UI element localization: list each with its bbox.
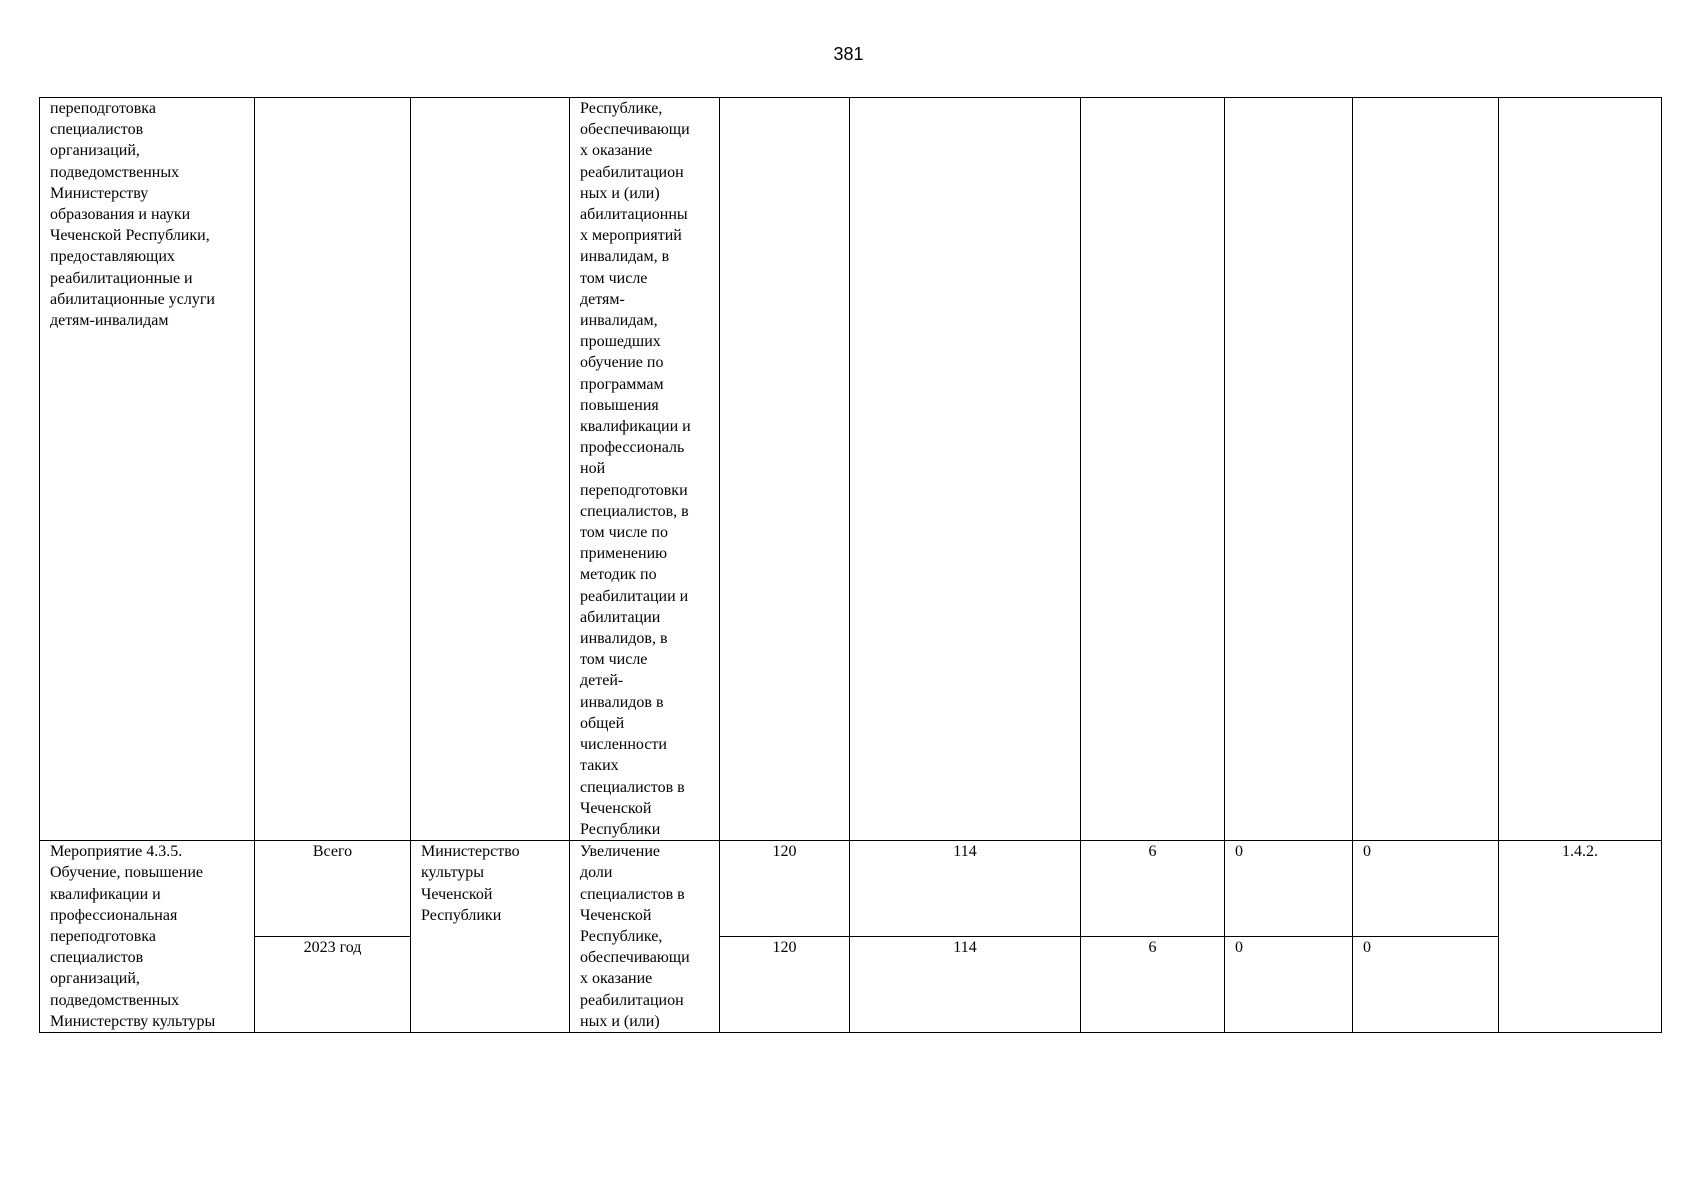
local-budget-cell: 0 bbox=[1225, 937, 1353, 1033]
indicator-cell: Увеличение доли специалистов в Чеченской Республике, обеспечивающи х оказание реабилитацион ных и (или) bbox=[570, 841, 720, 1033]
other-sources-cell bbox=[1353, 98, 1499, 841]
page-number: 381 bbox=[833, 44, 864, 64]
target-link-cell bbox=[1499, 98, 1662, 841]
table-row-continued bbox=[40, 98, 1662, 841]
executor-cell bbox=[411, 98, 570, 841]
measure-name-cell: переподготовка специалистов организаций, подведомственных Министерству образования и науки Чеченской Республики, предоставляющих реабилитационные и абилитационные услуги детям-инвалидам bbox=[40, 98, 255, 841]
period-cell: Всего bbox=[255, 841, 411, 937]
total-cell bbox=[720, 98, 850, 841]
local-budget-cell: 0 bbox=[1225, 841, 1353, 937]
regional-budget-cell: 6 bbox=[1081, 937, 1225, 1033]
regional-budget-cell bbox=[1081, 98, 1225, 841]
period-cell: 2023 год bbox=[255, 937, 411, 1033]
federal-budget-cell bbox=[850, 98, 1081, 841]
table-row-measure-2023 bbox=[40, 937, 1662, 1033]
total-cell: 120 bbox=[720, 841, 850, 937]
total-cell: 120 bbox=[720, 937, 850, 1033]
other-sources-cell: 0 bbox=[1353, 841, 1499, 937]
measure-name-cell: Мероприятие 4.3.5. Обучение, повышение квалификации и профессиональная переподготовка специалистов организаций, подведомственных Министерству культуры bbox=[40, 841, 255, 1033]
federal-budget-cell: 114 bbox=[850, 937, 1081, 1033]
executor-cell: Министерство культуры Чеченской Республики bbox=[411, 841, 570, 1033]
target-link-cell: 1.4.2. bbox=[1499, 841, 1662, 1033]
local-budget-cell bbox=[1225, 98, 1353, 841]
federal-budget-cell: 114 bbox=[850, 841, 1081, 937]
program-measures-table bbox=[39, 97, 1662, 1033]
other-sources-cell: 0 bbox=[1353, 937, 1499, 1033]
regional-budget-cell: 6 bbox=[1081, 841, 1225, 937]
period-cell bbox=[255, 98, 411, 841]
indicator-cell: Республике, обеспечивающи х оказание реабилитацион ных и (или) абилитационны х мероприятий инвалидам, в том числе детям- инвалидам, прошедших обучение по программам повышения квалификации и профессиональ ной переподготовки специалистов, в том числе по применению методик по реабилитации и абилитации инвалидов, в том числе детей- инвалидов в общей численности таких специалистов в Чеченской Республики bbox=[570, 98, 720, 841]
table-row-measure-total bbox=[40, 841, 1662, 937]
